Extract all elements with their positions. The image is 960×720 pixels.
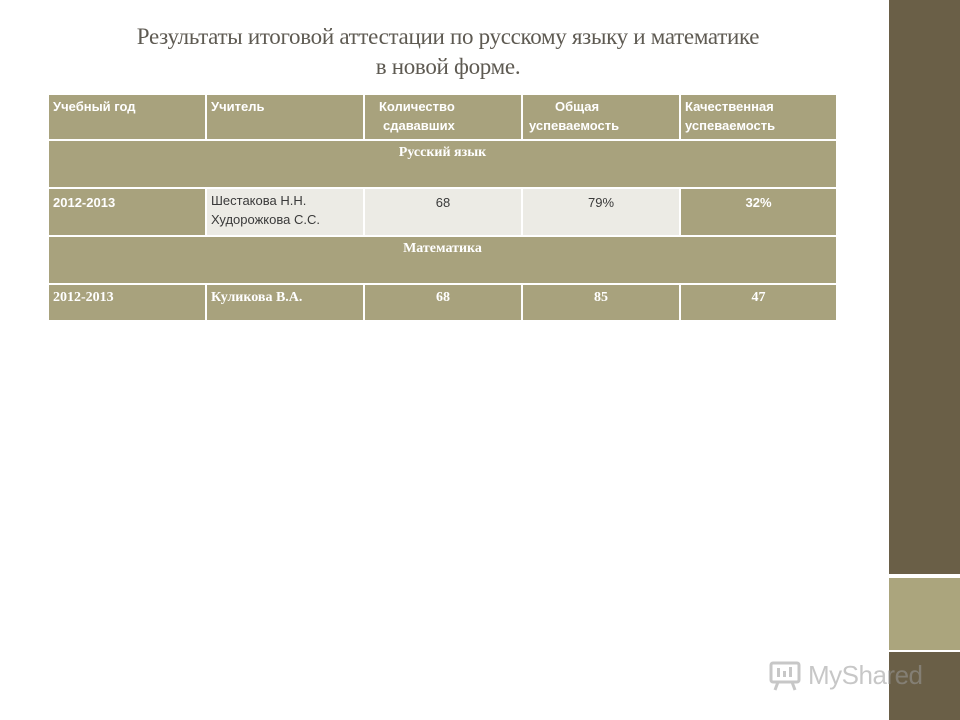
cell-teacher: Куликова В.А. [206, 284, 364, 321]
header-quality [680, 94, 837, 140]
slide-title [58, 22, 838, 82]
section-row-russian [48, 140, 837, 188]
section-row-math [48, 236, 837, 284]
cell-teacher-line1: Шестакова Н.Н. [211, 193, 307, 208]
header-count-line2: сдававших [383, 118, 455, 133]
header-teacher-label: Учитель [211, 99, 265, 114]
slide-title-line1: Результаты итоговой аттестации по русскому языку и математике [136, 24, 760, 49]
slide-title-line2: в новой форме. [375, 54, 521, 79]
cell-quality: 47 [680, 284, 837, 321]
table-header-row [48, 94, 837, 140]
cell-teacher [206, 188, 364, 236]
cell-count: 68 [364, 188, 522, 236]
header-count-line1: Количество [379, 99, 455, 114]
header-quality-line1: Качественная [685, 99, 774, 114]
presentation-board-icon [768, 658, 802, 692]
sidebar-light-bar [889, 578, 960, 650]
header-teacher [206, 94, 364, 140]
header-quality-line2: успеваемость [685, 118, 776, 133]
cell-count: 68 [364, 284, 522, 321]
myshared-watermark [768, 655, 923, 695]
header-general-line1: Общая [555, 99, 600, 114]
sidebar-dark-bar [889, 0, 960, 574]
header-year [48, 94, 206, 140]
table-row [48, 284, 837, 321]
cell-general: 79% [522, 188, 680, 236]
cell-quality: 32% [680, 188, 837, 236]
cell-year: 2012-2013 [48, 284, 206, 321]
section-title-math: Математика [48, 236, 837, 284]
cell-general: 85 [522, 284, 680, 321]
header-year-label: Учебный год [53, 99, 136, 114]
cell-teacher-line2: Худорожкова С.С. [211, 212, 320, 227]
cell-year: 2012-2013 [48, 188, 206, 236]
results-table [47, 93, 838, 322]
header-general-line2: успеваемость [529, 118, 620, 133]
section-title-russian: Русский язык [48, 140, 837, 188]
table-row [48, 188, 837, 236]
header-general [522, 94, 680, 140]
header-count [364, 94, 522, 140]
watermark-text: MyShared [808, 659, 923, 690]
